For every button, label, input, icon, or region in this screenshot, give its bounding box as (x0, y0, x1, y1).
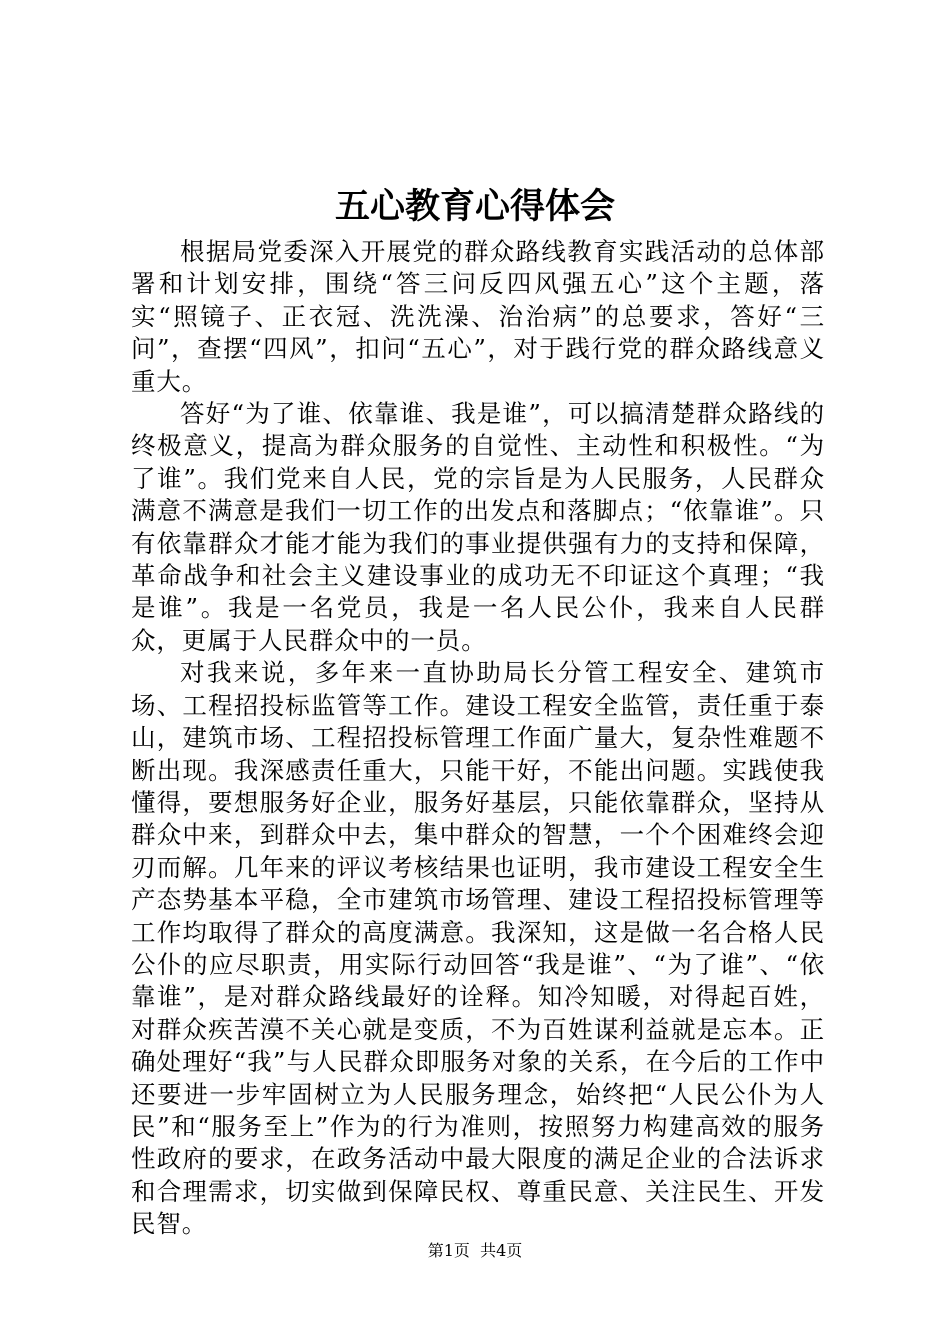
paragraph-2: 答好“为了谁、依靠谁、我是谁”，可以搞清楚群众路线的终极意义，提高为群众服务的自觉性、主动性和积极性。“为了谁”。我们党来自人民，党的宗旨是为人民服务，人民群众满意不满意是我们一切工作的出发点和落脚点；“依靠谁”。只有依靠群众才能才能为我们的事业提供强有力的支持和保障，革命战争和社会主义建设事业的成功无不印证这个真理；“我是谁”。我是一名党员，我是一名人民公仆，我来自人民群众，更属于人民群众中的一员。 (131, 399, 825, 655)
footer-spacer (470, 1241, 480, 1260)
page-total: 共4页 (480, 1241, 523, 1260)
document-body (131, 236, 825, 1241)
page-number: 第1页 (427, 1241, 470, 1260)
paragraph-3: 对我来说，多年来一直协助局长分管工程安全、建筑市场、工程招投标监管等工作。建设工程安全监管，责任重于泰山，建筑市场、工程招投标管理工作面广量大，复杂性难题不断出现。我深感责任重大，只能干好，不能出问题。实践使我懂得，要想服务好企业，服务好基层，只能依靠群众，坚持从群众中来，到群众中去，集中群众的智慧，一个个困难终会迎刃而解。几年来的评议考核结果也证明，我市建设工程安全生产态势基本平稳，全市建筑市场管理、建设工程招投标管理等工作均取得了群众的高度满意。我深知，这是做一名合格人民公仆的应尽职责，用实际行动回答“我是谁”、“为了谁”、“依靠谁”，是对群众路线最好的诠释。知冷知暖，对得起百姓，对群众疾苦漠不关心就是变质，不为百姓谋利益就是忘本。正确处理好“我”与人民群众即服务对象的关系，在今后的工作中还要进一步牢固树立为人民服务理念，始终把“人民公仆为人民”和“服务至上”作为的行为准则，按照努力构建高效的服务性政府的要求，在政务活动中最大限度的满足企业的合法诉求和合理需求，切实做到保障民权、尊重民意、关注民生、开发民智。 (131, 658, 825, 1239)
document-title: 五心教育心得体会 (334, 186, 615, 227)
paragraph-1: 根据局党委深入开展党的群众路线教育实践活动的总体部署和计划安排，围绕“答三问反四风强五心”这个主题，落实“照镜子、正衣冠、洗洗澡、治治病”的总要求，答好“三问”，查摆“四风”，扣问“五心”，对于践行党的群众路线意义重大。 (131, 237, 825, 396)
page-footer (0, 1240, 950, 1262)
